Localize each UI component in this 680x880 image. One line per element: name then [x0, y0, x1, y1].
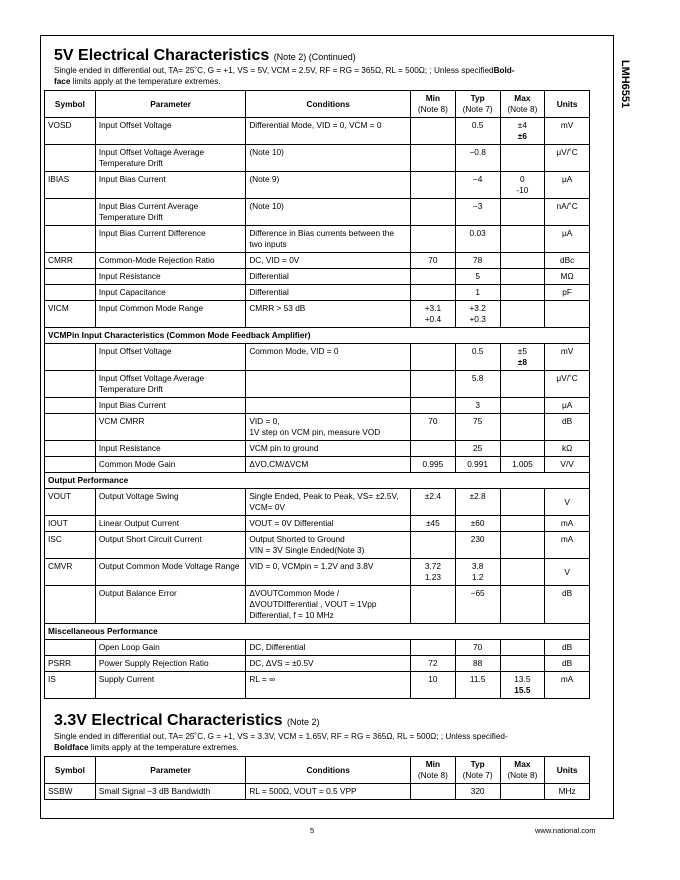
header-symbol: Symbol	[45, 757, 96, 784]
footer-url: www.national.com	[535, 826, 596, 835]
units-cell	[545, 301, 590, 328]
units-cell: MΩ	[545, 269, 590, 285]
max-cell: 13.5 15.5	[500, 672, 545, 699]
min-cell: 72	[411, 656, 456, 672]
header-min: Min (Note 8)	[411, 91, 456, 118]
conditions-cell: Difference in Bias currents between the two inputs	[246, 226, 411, 253]
table-row	[45, 489, 590, 516]
typ-cell: −65	[455, 586, 500, 624]
conditions-cell: Output Shorted to Ground VIN = 3V Single Ended(Note 3)	[246, 532, 411, 559]
conditions-cell: VID = 0, 1V step on VCM pin, measure VOD	[246, 414, 411, 441]
table-row	[45, 199, 590, 226]
symbol-cell: PSRR	[45, 656, 96, 672]
parameter-cell: Output Balance Error	[95, 586, 245, 624]
max-cell	[500, 656, 545, 672]
parameter-cell: Input Resistance	[95, 269, 245, 285]
units-cell: mA	[545, 532, 590, 559]
max-cell: ±5 ±8	[500, 344, 545, 371]
max-cell	[500, 269, 545, 285]
symbol-cell: VOSD	[45, 118, 96, 145]
symbol-cell	[45, 371, 96, 398]
typ-cell: 70	[455, 640, 500, 656]
conditions-cell: ΔVOUTCommon Mode /ΔVOUTDIfferential , VOUT = 1Vpp Differential, f = 10 MHz	[246, 586, 411, 624]
conditions-cell: VID = 0, VCMpin = 1.2V and 3.8V	[246, 559, 411, 586]
typ-cell: 3.8 1.2	[455, 559, 500, 586]
parameter-cell: Input Bias Current Difference	[95, 226, 245, 253]
symbol-cell: CMRR	[45, 253, 96, 269]
units-cell: dB	[545, 640, 590, 656]
parameter-cell: Output Common Mode Voltage Range	[95, 559, 245, 586]
min-cell: 70	[411, 414, 456, 441]
symbol-cell	[45, 441, 96, 457]
min-cell: 10	[411, 672, 456, 699]
typ-cell: 1	[455, 285, 500, 301]
parameter-cell: Input Resistance	[95, 441, 245, 457]
symbol-cell	[45, 457, 96, 473]
section-vcm-pin	[45, 328, 590, 344]
min-cell	[411, 344, 456, 371]
spec-table-3v3	[44, 756, 590, 800]
units-cell: mA	[545, 516, 590, 532]
typ-cell: 3	[455, 398, 500, 414]
min-cell	[411, 441, 456, 457]
min-cell	[411, 118, 456, 145]
max-cell	[500, 371, 545, 398]
symbol-cell: IBIAS	[45, 172, 96, 199]
symbol-cell	[45, 285, 96, 301]
typ-cell: 0.03	[455, 226, 500, 253]
min-cell	[411, 285, 456, 301]
symbol-cell	[45, 640, 96, 656]
conditions-cell	[246, 371, 411, 398]
min-cell	[411, 199, 456, 226]
table-row	[45, 784, 590, 800]
parameter-cell: Linear Output Current	[95, 516, 245, 532]
table-header	[45, 757, 590, 784]
conditions-cell: Common Mode, VID = 0	[246, 344, 411, 371]
units-cell: mV	[545, 344, 590, 371]
conditions-cell: VCM pin to ground	[246, 441, 411, 457]
header-conditions: Conditions	[246, 91, 411, 118]
max-cell	[500, 489, 545, 516]
table-row	[45, 344, 590, 371]
parameter-cell: Output Voltage Swing	[95, 489, 245, 516]
conditions-cell: RL = 500Ω, VOUT = 0.5 VPP	[246, 784, 411, 800]
symbol-cell: VICM	[45, 301, 96, 328]
conditions-cell	[246, 398, 411, 414]
max-cell	[500, 145, 545, 172]
parameter-cell: Output Short Circuit Current	[95, 532, 245, 559]
header-max: Max (Note 8)	[500, 757, 545, 784]
header-units: Units	[545, 91, 590, 118]
parameter-cell: Input Capacitance	[95, 285, 245, 301]
max-cell	[500, 586, 545, 624]
section-output-performance-label: Output Performance	[45, 473, 590, 489]
table-row	[45, 414, 590, 441]
typ-cell: 11.5	[455, 672, 500, 699]
section-subtitle-3v3: Single ended in differential out, TA= 25˚C, G = +1, VS = 3.3V, VCM = 1.65V, RF = RG = 365Ω, RL = 500Ω; ; Unless specified- Boldface limits apply at the temperature extremes.	[54, 732, 508, 752]
typ-cell: 0.5	[455, 344, 500, 371]
max-cell	[500, 398, 545, 414]
min-cell: +3.1 +0.4	[411, 301, 456, 328]
min-cell: 0.995	[411, 457, 456, 473]
units-cell: μA	[545, 226, 590, 253]
parameter-cell: Input Offset Voltage Average Temperature Drift	[95, 371, 245, 398]
min-cell	[411, 640, 456, 656]
header-typ: Typ (Note 7)	[455, 757, 500, 784]
table-row	[45, 145, 590, 172]
units-cell: nA/˚C	[545, 199, 590, 226]
max-cell	[500, 441, 545, 457]
symbol-cell	[45, 199, 96, 226]
header-typ: Typ (Note 7)	[455, 91, 500, 118]
conditions-cell: (Note 10)	[246, 145, 411, 172]
symbol-cell: ISC	[45, 532, 96, 559]
min-cell: 3.72 1.23	[411, 559, 456, 586]
table-row	[45, 532, 590, 559]
min-cell	[411, 145, 456, 172]
typ-cell: −3	[455, 199, 500, 226]
units-cell: μV/˚C	[545, 145, 590, 172]
typ-cell: ±60	[455, 516, 500, 532]
min-cell	[411, 269, 456, 285]
header-conditions: Conditions	[246, 757, 411, 784]
typ-cell: −0.8	[455, 145, 500, 172]
parameter-cell: Input Bias Current	[95, 172, 245, 199]
min-cell: ±2.4	[411, 489, 456, 516]
parameter-cell: Supply Current	[95, 672, 245, 699]
symbol-cell: CMVR	[45, 559, 96, 586]
min-cell	[411, 586, 456, 624]
symbol-cell: VOUT	[45, 489, 96, 516]
section-misc-performance	[45, 624, 590, 640]
typ-cell: 5.8	[455, 371, 500, 398]
table-row	[45, 285, 590, 301]
min-cell: ±45	[411, 516, 456, 532]
table-row	[45, 172, 590, 199]
header-parameter: Parameter	[95, 91, 245, 118]
parameter-cell: Input Common Mode Range	[95, 301, 245, 328]
table-row	[45, 656, 590, 672]
conditions-cell: DC, Differential	[246, 640, 411, 656]
conditions-cell: Single Ended, Peak to Peak, VS= ±2.5V, VCM= 0V	[246, 489, 411, 516]
typ-cell: 0.991	[455, 457, 500, 473]
units-cell: dB	[545, 414, 590, 441]
table-row	[45, 118, 590, 145]
parameter-cell: Small Signal −3 dB Bandwidth	[95, 784, 245, 800]
units-cell: μA	[545, 398, 590, 414]
units-cell: mV	[545, 118, 590, 145]
min-cell	[411, 784, 456, 800]
min-cell	[411, 398, 456, 414]
table-row	[45, 672, 590, 699]
header-max: Max (Note 8)	[500, 91, 545, 118]
typ-cell: −4	[455, 172, 500, 199]
table-row	[45, 640, 590, 656]
spec-table-5v	[44, 90, 590, 699]
parameter-cell: Common Mode Gain	[95, 457, 245, 473]
table-row	[45, 253, 590, 269]
parameter-cell: Input Offset Voltage	[95, 118, 245, 145]
conditions-cell: Differential	[246, 269, 411, 285]
max-cell	[500, 285, 545, 301]
typ-cell: 5	[455, 269, 500, 285]
parameter-cell: Common-Mode Rejection Ratio	[95, 253, 245, 269]
max-cell	[500, 199, 545, 226]
parameter-cell: Power Supply Rejection Ratio	[95, 656, 245, 672]
symbol-cell	[45, 398, 96, 414]
typ-cell: 25	[455, 441, 500, 457]
typ-cell: 75	[455, 414, 500, 441]
units-cell: dB	[545, 656, 590, 672]
units-cell: μA	[545, 172, 590, 199]
units-cell: μV/˚C	[545, 371, 590, 398]
conditions-cell: (Note 9)	[246, 172, 411, 199]
parameter-cell: Input Bias Current Average Temperature Drift	[95, 199, 245, 226]
symbol-cell	[45, 586, 96, 624]
min-cell	[411, 532, 456, 559]
header-min: Min (Note 8)	[411, 757, 456, 784]
units-cell: V	[545, 559, 590, 586]
symbol-cell	[45, 414, 96, 441]
min-cell	[411, 371, 456, 398]
table-row	[45, 226, 590, 253]
header-parameter: Parameter	[95, 757, 245, 784]
table-row	[45, 301, 590, 328]
units-cell: V/V	[545, 457, 590, 473]
symbol-cell: IOUT	[45, 516, 96, 532]
units-cell: pF	[545, 285, 590, 301]
table-row	[45, 559, 590, 586]
max-cell	[500, 559, 545, 586]
symbol-cell	[45, 269, 96, 285]
page-number: 5	[310, 826, 315, 835]
conditions-cell: Differential	[246, 285, 411, 301]
section-subtitle-5v: Single ended in differential out, TA= 25˚C, G = +1, VS = 5V, VCM = 2.5V, RF = RG = 365Ω, RL = 500Ω; ; Unless specifiedBold- face limits apply at the temperature extremes.	[54, 66, 515, 86]
table-row	[45, 441, 590, 457]
section-title-3v3: 3.3V Electrical Characteristics (Note 2)	[54, 712, 320, 729]
max-cell	[500, 784, 545, 800]
max-cell	[500, 640, 545, 656]
section-misc-performance-label: Miscellaneous Performance	[45, 624, 590, 640]
conditions-cell: DC, ΔVS = ±0.5V	[246, 656, 411, 672]
side-part-label: LMH6551	[619, 59, 631, 109]
table-row	[45, 371, 590, 398]
conditions-cell: VOUT = 0V Differential	[246, 516, 411, 532]
table-row	[45, 457, 590, 473]
typ-cell: +3.2 +0.3	[455, 301, 500, 328]
parameter-cell: Input Bias Current	[95, 398, 245, 414]
parameter-cell: Open Loop Gain	[95, 640, 245, 656]
table-header	[45, 91, 590, 118]
symbol-cell: IS	[45, 672, 96, 699]
table-row	[45, 269, 590, 285]
conditions-cell: RL = ∞	[246, 672, 411, 699]
header-symbol: Symbol	[45, 91, 96, 118]
min-cell	[411, 172, 456, 199]
min-cell: 70	[411, 253, 456, 269]
typ-cell: 230	[455, 532, 500, 559]
typ-cell: 0.5	[455, 118, 500, 145]
typ-cell: 320	[455, 784, 500, 800]
conditions-cell: Differential Mode, VID = 0, VCM = 0	[246, 118, 411, 145]
header-units: Units	[545, 757, 590, 784]
units-cell: kΩ	[545, 441, 590, 457]
conditions-cell: ΔVO,CM/ΔVCM	[246, 457, 411, 473]
max-cell	[500, 226, 545, 253]
max-cell	[500, 532, 545, 559]
units-cell: V	[545, 489, 590, 516]
conditions-cell: (Note 10)	[246, 199, 411, 226]
symbol-cell	[45, 344, 96, 371]
units-cell: dB	[545, 586, 590, 624]
section-title-5v: 5V Electrical Characteristics (Note 2) (Continued)	[54, 47, 356, 64]
symbol-cell	[45, 226, 96, 253]
symbol-cell: SSBW	[45, 784, 96, 800]
section-vcm-pin-label: VCMPin Input Characteristics (Common Mode Feedback Amplifier)	[45, 328, 590, 344]
typ-cell: 78	[455, 253, 500, 269]
parameter-cell: Input Offset Voltage Average Temperature Drift	[95, 145, 245, 172]
max-cell: 0 -10	[500, 172, 545, 199]
max-cell	[500, 301, 545, 328]
conditions-cell: DC, VID = 0V	[246, 253, 411, 269]
units-cell: MHz	[545, 784, 590, 800]
section-output-performance	[45, 473, 590, 489]
table-row	[45, 398, 590, 414]
units-cell: mA	[545, 672, 590, 699]
symbol-cell	[45, 145, 96, 172]
typ-cell: 88	[455, 656, 500, 672]
units-cell: dBc	[545, 253, 590, 269]
table-row	[45, 586, 590, 624]
parameter-cell: Input Offset Voltage	[95, 344, 245, 371]
typ-cell: ±2.8	[455, 489, 500, 516]
conditions-cell: CMRR > 53 dB	[246, 301, 411, 328]
max-cell: ±4 ±6	[500, 118, 545, 145]
parameter-cell: VCM CMRR	[95, 414, 245, 441]
max-cell	[500, 414, 545, 441]
table-row	[45, 516, 590, 532]
max-cell: 1.005	[500, 457, 545, 473]
max-cell	[500, 253, 545, 269]
min-cell	[411, 226, 456, 253]
max-cell	[500, 516, 545, 532]
